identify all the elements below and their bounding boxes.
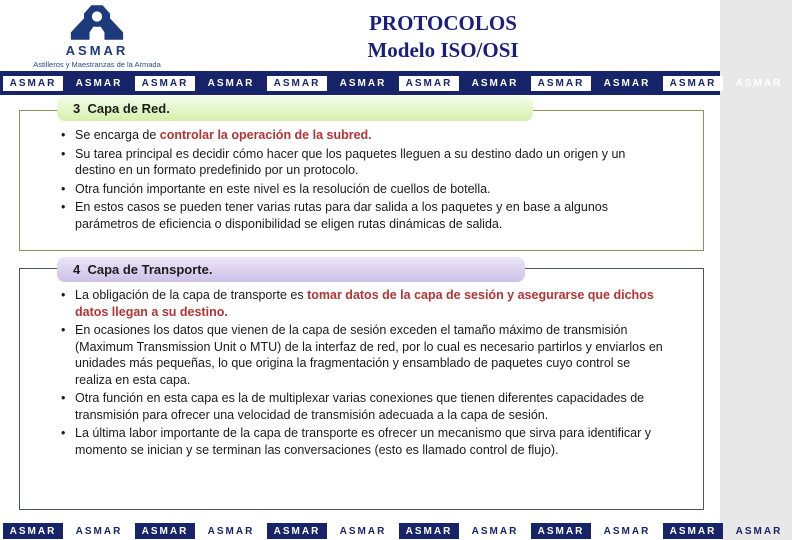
asmar-brand-mark: ASMAR [603, 77, 651, 89]
bullet-text-emphasis: tomar datos de la capa de sesión y asegurarse que dichos datos llegan a su destino. [75, 288, 654, 319]
asmar-brand-mark: ASMAR [135, 76, 195, 91]
asmar-brand-mark: ASMAR [471, 525, 519, 537]
asmar-logo-block [28, 4, 166, 80]
asmar-brand-mark: ASMAR [207, 525, 255, 537]
asmar-brand-mark: ASMAR [75, 77, 123, 89]
asmar-anchor-logo-icon [69, 4, 125, 42]
asmar-brand-mark: ASMAR [75, 525, 123, 537]
bullet-text: En estos casos se pueden tener varias rutas para dar salida a los paquetes y en base a algunos parámetros de eficiencia o disponibilidad se eligen rutas dinámicas de salida. [75, 200, 608, 231]
bullet-text-emphasis: controlar la operación de la subred. [159, 128, 372, 142]
bullet-item [60, 287, 664, 320]
bullet-item [60, 322, 664, 388]
asmar-brand-mark: ASMAR [471, 77, 519, 89]
bullet-text: Otra función en esta capa es la de multiplexar varias conexiones que tienen diferentes capacidades de transmisión para ofrecer una velocidad de transmisión adecuada a la capa de sesión. [75, 391, 645, 422]
bullet-list-capa-de-transporte [60, 287, 664, 460]
bullet-text: La obligación de la capa de transporte es [75, 288, 308, 302]
asmar-brand-mark: ASMAR [339, 77, 387, 89]
bullet-text: La última labor importante de la capa de transporte es ofrecer un mecanismo que sirva para identificar y momento se inician y se terminan las conversaciones (esto es llamado control de flujo). [75, 426, 651, 457]
asmar-brand-mark: ASMAR [663, 76, 723, 91]
section-heading-capa-de-transporte: 4 Capa de Transporte. [57, 257, 525, 282]
bullet-item [60, 199, 664, 232]
bullet-text: Su tarea principal es decidir cómo hacer que los paquetes lleguen a su destino dado un origen y un destino en un formato predefinido por un protocolo. [75, 146, 626, 177]
slide-title [348, 10, 538, 64]
asmar-logo-subtitle: Astilleros y Maestranzas de la Armada [28, 60, 166, 72]
asmar-brand-mark: ASMAR [267, 523, 327, 539]
asmar-brand-mark: ASMAR [3, 523, 63, 539]
asmar-brand-mark: ASMAR [531, 76, 591, 91]
asmar-brand-mark: ASMAR [663, 523, 723, 539]
bullet-text: Otra función importante en este nivel es la resolución de cuellos de botella. [75, 181, 491, 196]
asmar-brand-mark: ASMAR [531, 523, 591, 539]
asmar-logo-wordmark: ASMAR [65, 43, 129, 58]
slide-title-line2: Modelo ISO/OSI [367, 38, 519, 62]
section-heading-capa-de-red: 3 Capa de Red. [57, 96, 533, 121]
asmar-brand-mark: ASMAR [603, 525, 651, 537]
bullet-list-capa-de-red [60, 127, 664, 234]
slide-title-line1: PROTOCOLOS [369, 11, 517, 35]
bullet-item [60, 127, 664, 144]
bullet-text: Se encarga de [75, 128, 160, 142]
bullet-item [60, 390, 664, 423]
bullet-item [60, 181, 664, 198]
asmar-brand-band-bottom [0, 522, 783, 540]
asmar-brand-band-top [0, 71, 783, 95]
bullet-item [60, 146, 664, 179]
asmar-brand-mark: ASMAR [735, 525, 783, 537]
asmar-brand-mark: ASMAR [735, 77, 783, 89]
asmar-brand-mark: ASMAR [399, 523, 459, 539]
asmar-brand-mark: ASMAR [399, 76, 459, 91]
asmar-brand-mark: ASMAR [207, 77, 255, 89]
asmar-brand-mark: ASMAR [339, 525, 387, 537]
asmar-brand-mark: ASMAR [267, 76, 327, 91]
bullet-item [60, 425, 664, 458]
asmar-brand-mark: ASMAR [3, 76, 63, 91]
asmar-brand-mark: ASMAR [135, 523, 195, 539]
bullet-text: En ocasiones los datos que vienen de la capa de sesión exceden el tamaño máximo de transmisión (Maximum Transmission Unit o MTU) de la interfaz de red, por lo cual es necesario partirlos y enviarlos en unidades más pequeñas, lo que origina la fragmentación y ensamblado de paquetes cuyo control se realiza en esta capa. [75, 323, 663, 387]
